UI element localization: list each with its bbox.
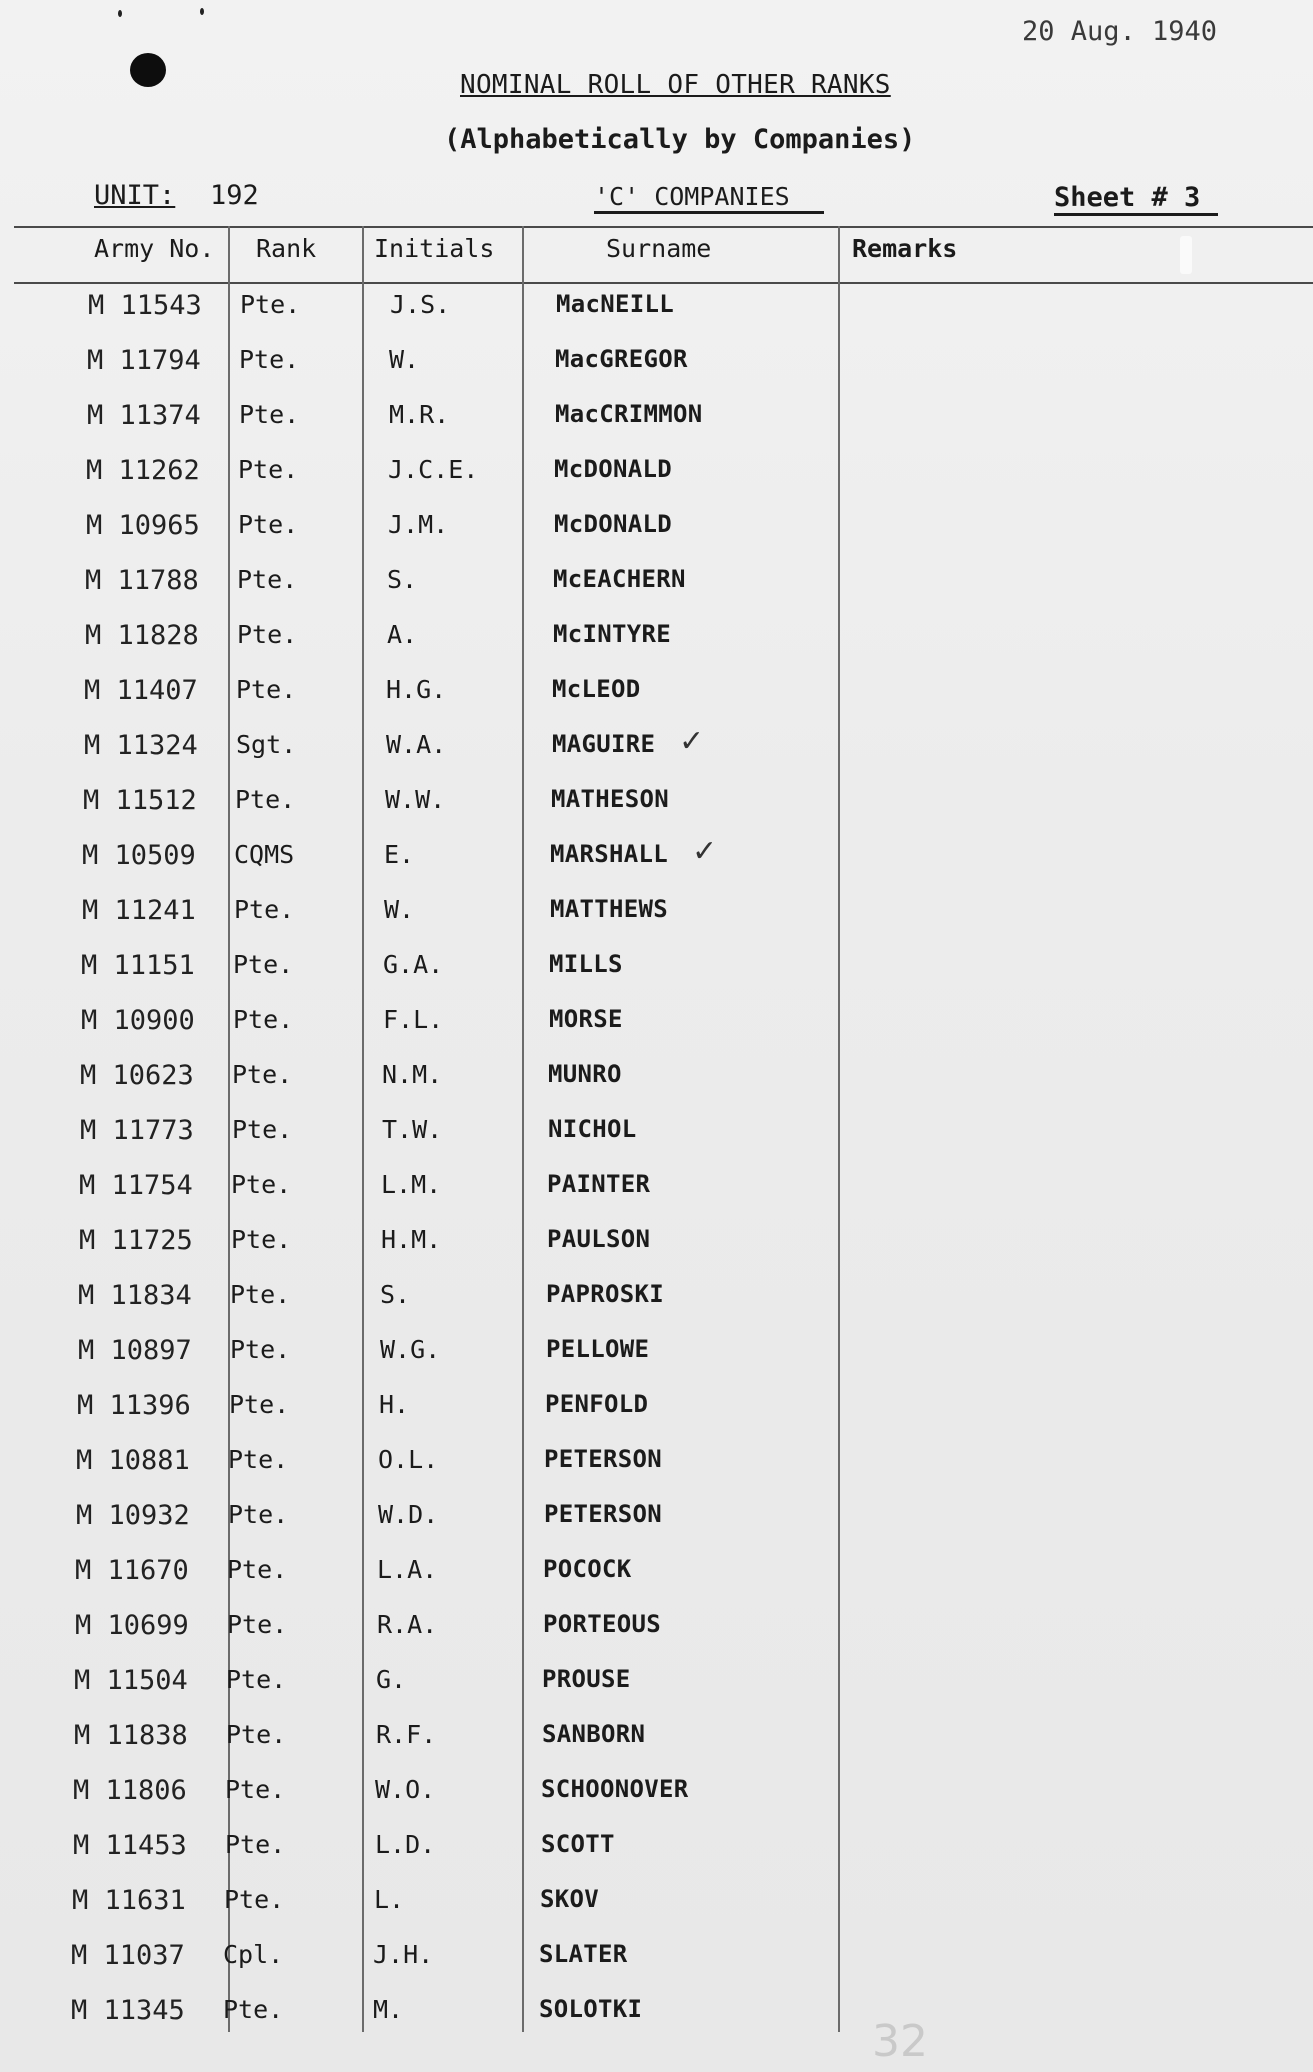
- surname-cell: PAPROSKI: [546, 1280, 664, 1308]
- unit-label: UNIT:: [94, 180, 176, 211]
- surname-cell: McDONALD: [554, 510, 672, 538]
- rank-cell: Pte.: [228, 1445, 289, 1474]
- rank-cell: Pte.: [232, 1060, 293, 1089]
- table-row: [0, 1610, 1313, 1650]
- initials-cell: J.C.E.: [388, 455, 479, 484]
- rank-cell: Pte.: [228, 1500, 289, 1529]
- table-top-rule: [14, 226, 1313, 228]
- table-row: [0, 724, 1313, 770]
- surname-cell: MacNEILL: [556, 290, 674, 318]
- initials-cell: N.M.: [382, 1060, 443, 1089]
- initials-cell: J.H.: [373, 1940, 434, 1969]
- table-row: [0, 1720, 1313, 1760]
- table-row: [0, 1830, 1313, 1870]
- surname-cell: PAINTER: [547, 1170, 651, 1198]
- rank-cell: Pte.: [235, 785, 296, 814]
- rank-cell: Pte.: [239, 400, 300, 429]
- document-date: 20 Aug. 1940: [1022, 16, 1218, 47]
- initials-cell: A.: [387, 620, 418, 649]
- army-number-cell: M 11828: [85, 620, 199, 651]
- table-row: [0, 1170, 1313, 1210]
- army-number-cell: M 11725: [79, 1225, 193, 1256]
- army-number-cell: M 11324: [84, 730, 198, 761]
- margin-mark: [1180, 236, 1192, 274]
- initials-cell: W.: [384, 895, 415, 924]
- army-number-cell: M 11806: [73, 1775, 187, 1806]
- surname-cell: SCHOONOVER: [541, 1775, 689, 1803]
- surname-cell: PAULSON: [547, 1225, 651, 1253]
- surname-cell: PENFOLD: [545, 1390, 649, 1418]
- table-row: [0, 950, 1313, 990]
- army-number-cell: M 10881: [76, 1445, 190, 1476]
- surname-cell: MATHESON: [551, 785, 669, 813]
- surname-cell: SKOV: [540, 1885, 599, 1913]
- initials-cell: G.: [376, 1665, 407, 1694]
- initials-cell: L.: [374, 1885, 405, 1914]
- army-number-cell: M 11262: [86, 455, 200, 486]
- initials-cell: H.G.: [386, 675, 447, 704]
- column-header-initials: Initials: [374, 234, 495, 263]
- army-number-cell: M 11670: [75, 1555, 189, 1586]
- rank-cell: Pte.: [234, 895, 295, 924]
- surname-cell: McDONALD: [554, 455, 672, 483]
- document-title: NOMINAL ROLL OF OTHER RANKS: [460, 70, 891, 100]
- company-underline: [594, 211, 824, 214]
- surname-cell: PELLOWE: [546, 1335, 650, 1363]
- surname-cell: SOLOTKI: [539, 1995, 643, 2023]
- table-row: [0, 1060, 1313, 1100]
- initials-cell: W.W.: [385, 785, 446, 814]
- army-number-cell: M 11794: [87, 345, 201, 376]
- column-header-army-no: Army No.: [94, 234, 215, 263]
- initials-cell: S.: [387, 565, 418, 594]
- initials-cell: M.R.: [389, 400, 450, 429]
- check-mark-icon: ✓: [692, 834, 718, 869]
- check-mark-icon: ✓: [679, 724, 705, 759]
- table-row: [0, 455, 1313, 495]
- rank-cell: Pte.: [226, 1665, 287, 1694]
- initials-cell: H.: [379, 1390, 410, 1419]
- table-row: [0, 675, 1313, 715]
- table-row: [0, 1280, 1313, 1320]
- surname-cell: POCOCK: [543, 1555, 632, 1583]
- army-number-cell: M 10699: [75, 1610, 189, 1641]
- initials-cell: W.O.: [375, 1775, 436, 1804]
- table-row: [0, 345, 1313, 385]
- army-number-cell: M 11407: [84, 675, 198, 706]
- initials-cell: J.M.: [388, 510, 449, 539]
- rank-cell: Pte.: [238, 455, 299, 484]
- rank-cell: Pte.: [229, 1390, 290, 1419]
- rank-cell: Sgt.: [236, 730, 297, 759]
- table-row: [0, 1665, 1313, 1705]
- army-number-cell: M 11838: [74, 1720, 188, 1751]
- rank-cell: Pte.: [231, 1225, 292, 1254]
- initials-cell: L.A.: [377, 1555, 438, 1584]
- surname-cell: SANBORN: [542, 1720, 646, 1748]
- surname-cell: MATTHEWS: [550, 895, 668, 923]
- table-row: [0, 1500, 1313, 1540]
- document-subtitle: (Alphabetically by Companies): [444, 124, 916, 155]
- rank-cell: Pte.: [238, 510, 299, 539]
- rank-cell: Pte.: [226, 1720, 287, 1749]
- army-number-cell: M 11396: [77, 1390, 191, 1421]
- rank-cell: Pte.: [232, 1115, 293, 1144]
- rank-cell: Pte.: [224, 1885, 285, 1914]
- table-row: [0, 1005, 1313, 1045]
- table-row: [0, 1995, 1313, 2035]
- punch-hole: [130, 53, 166, 87]
- surname-cell: MORSE: [549, 1005, 623, 1033]
- rank-cell: Pte.: [236, 675, 297, 704]
- table-row: [0, 785, 1313, 825]
- table-row: [0, 510, 1313, 550]
- army-number-cell: M 11241: [82, 895, 196, 926]
- initials-cell: J.S.: [390, 290, 451, 319]
- rank-cell: Pte.: [237, 620, 298, 649]
- army-number-cell: M 11345: [71, 1995, 185, 2026]
- initials-cell: R.F.: [376, 1720, 437, 1749]
- rank-cell: Pte.: [225, 1775, 286, 1804]
- army-number-cell: M 11151: [81, 950, 195, 981]
- surname-cell: MacGREGOR: [555, 345, 688, 373]
- table-row: [0, 1225, 1313, 1265]
- column-header-remarks: Remarks: [852, 234, 958, 263]
- table-row: [0, 1390, 1313, 1430]
- rank-cell: Pte.: [225, 1830, 286, 1859]
- table-row: [0, 290, 1313, 330]
- army-number-cell: M 11453: [73, 1830, 187, 1861]
- surname-cell: McLEOD: [552, 675, 641, 703]
- army-number-cell: M 11631: [72, 1885, 186, 1916]
- rank-cell: Pte.: [230, 1335, 291, 1364]
- table-row: [0, 1445, 1313, 1485]
- initials-cell: H.M.: [381, 1225, 442, 1254]
- initials-cell: E.: [384, 840, 415, 869]
- initials-cell: G.A.: [383, 950, 444, 979]
- surname-cell: MacCRIMMON: [555, 400, 703, 428]
- table-row: [0, 565, 1313, 605]
- initials-cell: L.M.: [381, 1170, 442, 1199]
- surname-cell: NICHOL: [548, 1115, 637, 1143]
- army-number-cell: M 11374: [87, 400, 201, 431]
- table-row: [0, 1775, 1313, 1815]
- table-row: [0, 400, 1313, 440]
- table-row: [0, 895, 1313, 935]
- army-number-cell: M 11504: [74, 1665, 188, 1696]
- rank-cell: Pte.: [240, 290, 301, 319]
- rank-cell: Pte.: [227, 1610, 288, 1639]
- army-number-cell: M 11037: [71, 1940, 185, 1971]
- company-label: 'C' COMPANIES: [594, 182, 790, 211]
- initials-cell: R.A.: [377, 1610, 438, 1639]
- surname-cell: MARSHALL: [550, 840, 668, 868]
- table-row: [0, 1555, 1313, 1595]
- table-row: [0, 620, 1313, 660]
- table-row: [0, 834, 1313, 880]
- rank-cell: Pte.: [237, 565, 298, 594]
- initials-cell: L.D.: [375, 1830, 436, 1859]
- rank-cell: Cpl.: [223, 1940, 284, 1969]
- army-number-cell: M 11773: [80, 1115, 194, 1146]
- surname-cell: MAGUIRE: [552, 730, 656, 758]
- army-number-cell: M 10932: [76, 1500, 190, 1531]
- table-row: [0, 1335, 1313, 1375]
- army-number-cell: M 11788: [85, 565, 199, 596]
- unit-value: 192: [210, 180, 259, 211]
- initials-cell: T.W.: [382, 1115, 443, 1144]
- ink-speck: [118, 10, 122, 17]
- surname-cell: PORTEOUS: [543, 1610, 661, 1638]
- rank-cell: Pte.: [239, 345, 300, 374]
- rank-cell: Pte.: [230, 1280, 291, 1309]
- pencil-page-number: 32: [872, 2016, 928, 2067]
- surname-cell: McINTYRE: [553, 620, 671, 648]
- initials-cell: F.L.: [383, 1005, 444, 1034]
- rank-cell: CQMS: [234, 840, 295, 869]
- initials-cell: W.G.: [380, 1335, 441, 1364]
- table-row: [0, 1885, 1313, 1925]
- surname-cell: SLATER: [539, 1940, 628, 1968]
- army-number-cell: M 10965: [86, 510, 200, 541]
- surname-cell: MILLS: [549, 950, 623, 978]
- rank-cell: Pte.: [223, 1995, 284, 2024]
- surname-cell: MUNRO: [548, 1060, 622, 1088]
- ink-speck: [200, 8, 204, 15]
- rank-cell: Pte.: [233, 950, 294, 979]
- surname-cell: SCOTT: [541, 1830, 615, 1858]
- table-row: [0, 1940, 1313, 1980]
- initials-cell: W.A.: [386, 730, 447, 759]
- army-number-cell: M 10900: [81, 1005, 195, 1036]
- surname-cell: PETERSON: [544, 1445, 662, 1473]
- surname-cell: PROUSE: [542, 1665, 631, 1693]
- army-number-cell: M 11543: [88, 290, 202, 321]
- sheet-number: Sheet # 3: [1054, 182, 1201, 213]
- initials-cell: W.: [389, 345, 420, 374]
- initials-cell: M.: [373, 1995, 404, 2024]
- army-number-cell: M 10897: [78, 1335, 192, 1366]
- surname-cell: PETERSON: [544, 1500, 662, 1528]
- surname-cell: McEACHERN: [553, 565, 686, 593]
- army-number-cell: M 11754: [79, 1170, 193, 1201]
- sheet-underline: [1054, 213, 1218, 216]
- initials-cell: W.D.: [378, 1500, 439, 1529]
- initials-cell: O.L.: [378, 1445, 439, 1474]
- army-number-cell: M 11834: [78, 1280, 192, 1311]
- column-header-surname: Surname: [606, 234, 712, 263]
- rank-cell: Pte.: [231, 1170, 292, 1199]
- army-number-cell: M 11512: [83, 785, 197, 816]
- column-header-rank: Rank: [256, 234, 317, 263]
- army-number-cell: M 10509: [82, 840, 196, 871]
- rank-cell: Pte.: [233, 1005, 294, 1034]
- rank-cell: Pte.: [227, 1555, 288, 1584]
- army-number-cell: M 10623: [80, 1060, 194, 1091]
- initials-cell: S.: [380, 1280, 411, 1309]
- table-row: [0, 1115, 1313, 1155]
- table-header-rule: [14, 282, 1313, 284]
